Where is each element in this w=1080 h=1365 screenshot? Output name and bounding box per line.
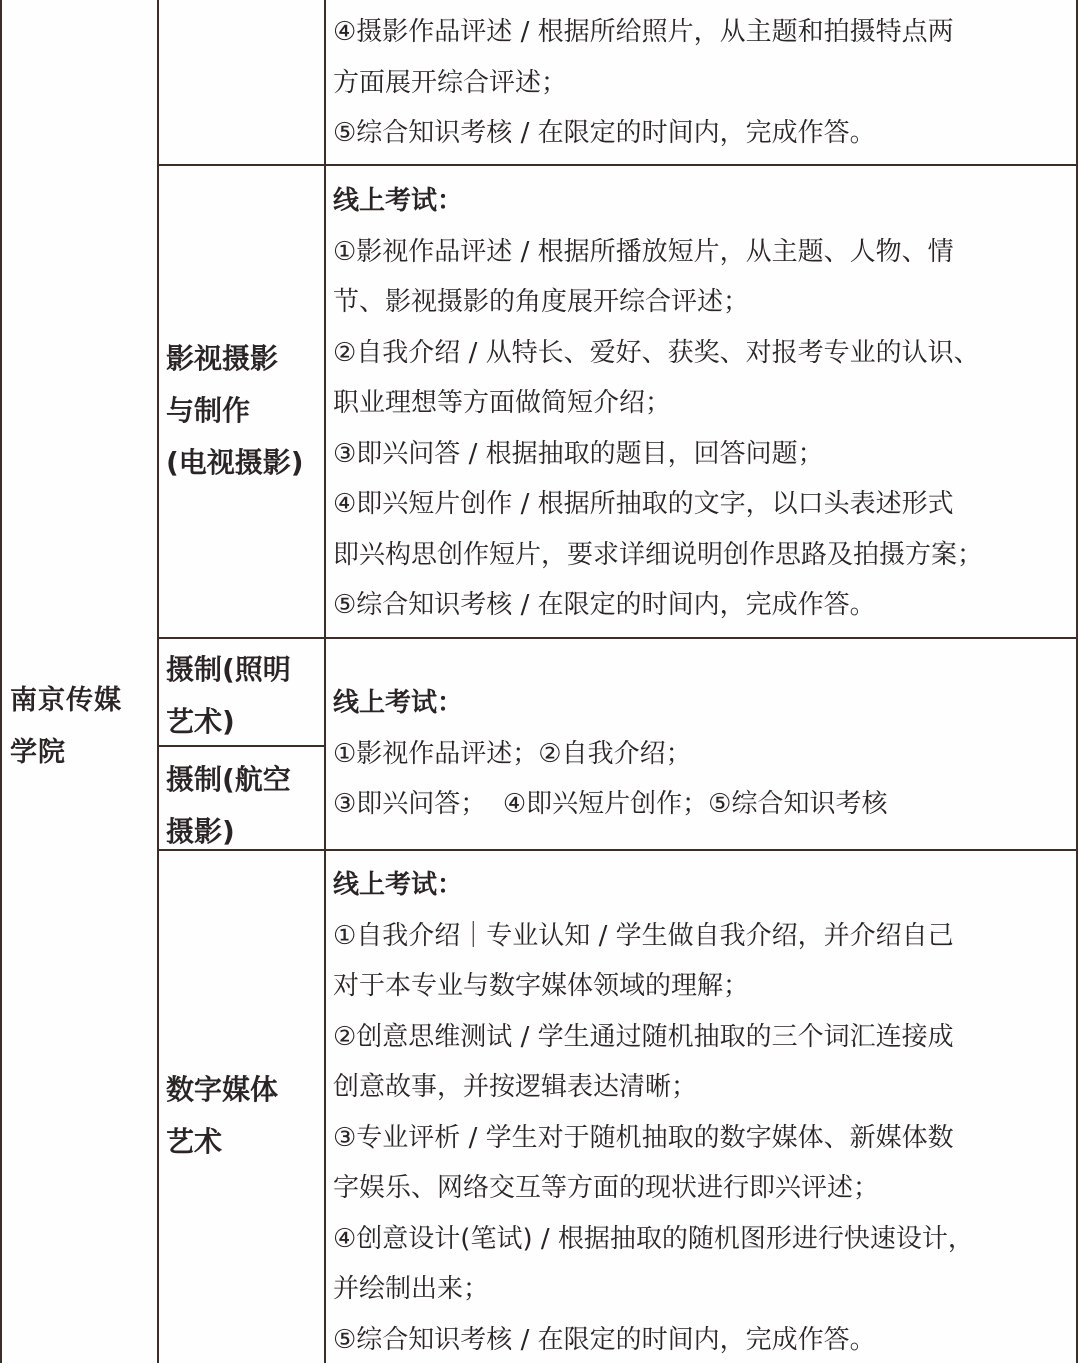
row-2-content [333,678,1080,830]
content-line: ③即兴问答 / 根据抽取的题目，回答问题； [333,429,1080,480]
content-line: ①自我介绍｜专业认知 / 学生做自我介绍，并介绍自己 [333,911,1080,962]
content-line: ③即兴问答； ④即兴短片创作；⑤综合知识考核 [333,779,1080,830]
major-aerial-photography: 摄制(航空 摄影) [166,754,324,858]
content-line: 职业理想等方面做简短介绍； [333,378,1080,429]
content-line: ④摄影作品评述 / 根据所给照片，从主题和拍摄特点两 [333,7,1080,58]
row-divider-2 [157,637,1078,639]
content-line: ④即兴短片创作 / 根据所抽取的文字，以口头表述形式 [333,479,1080,530]
content-line: 对于本专业与数字媒体领域的理解； [333,961,1080,1012]
exam-heading: 线上考试： [333,678,1080,729]
table-border-col2 [324,0,326,1363]
row-divider-1 [157,164,1078,166]
content-line: 节、影视摄影的角度展开综合评述； [333,277,1080,328]
content-line: ②自我介绍 / 从特长、爱好、获奖、对报考专业的认识、 [333,328,1080,379]
row-3-content [333,860,1080,1365]
content-line: 方面展开综合评述； [333,58,1080,109]
major-film-photography: 影视摄影 与制作 (电视摄影) [166,333,324,489]
content-line: ④创意设计(笔试) / 根据抽取的随机图形进行快速设计， [333,1214,1080,1265]
row-0-content [333,7,1080,159]
major-lighting-art: 摄制(照明 艺术) [166,644,324,748]
table-border-left [0,0,2,1363]
content-line: ⑤综合知识考核 / 在限定的时间内，完成作答。 [333,108,1080,159]
content-line: ②创意思维测试 / 学生通过随机抽取的三个词汇连接成 [333,1012,1080,1063]
content-line: ①影视作品评述；②自我介绍； [333,729,1080,780]
exam-heading: 线上考试： [333,176,1080,227]
table-border-col1 [157,0,159,1363]
content-line: 字娱乐、网络交互等方面的现状进行即兴评述； [333,1163,1080,1214]
major-digital-media-art: 数字媒体 艺术 [166,1064,324,1168]
row-1-content [333,176,1080,631]
content-line: 即兴构思创作短片，要求详细说明创作思路及拍摄方案； [333,530,1080,581]
exam-heading: 线上考试： [333,860,1080,911]
content-line: 并绘制出来； [333,1264,1080,1315]
content-line: ⑤综合知识考核 / 在限定的时间内，完成作答。 [333,1315,1080,1365]
content-line: ⑤综合知识考核 / 在限定的时间内，完成作答。 [333,580,1080,631]
content-line: ③专业评析 / 学生对于随机抽取的数字媒体、新媒体数 [333,1113,1080,1164]
content-line: ①影视作品评述 / 根据所播放短片，从主题、人物、情 [333,227,1080,278]
school-name: 南京传媒 学院 [10,675,150,779]
content-line: 创意故事，并按逻辑表达清晰； [333,1062,1080,1113]
